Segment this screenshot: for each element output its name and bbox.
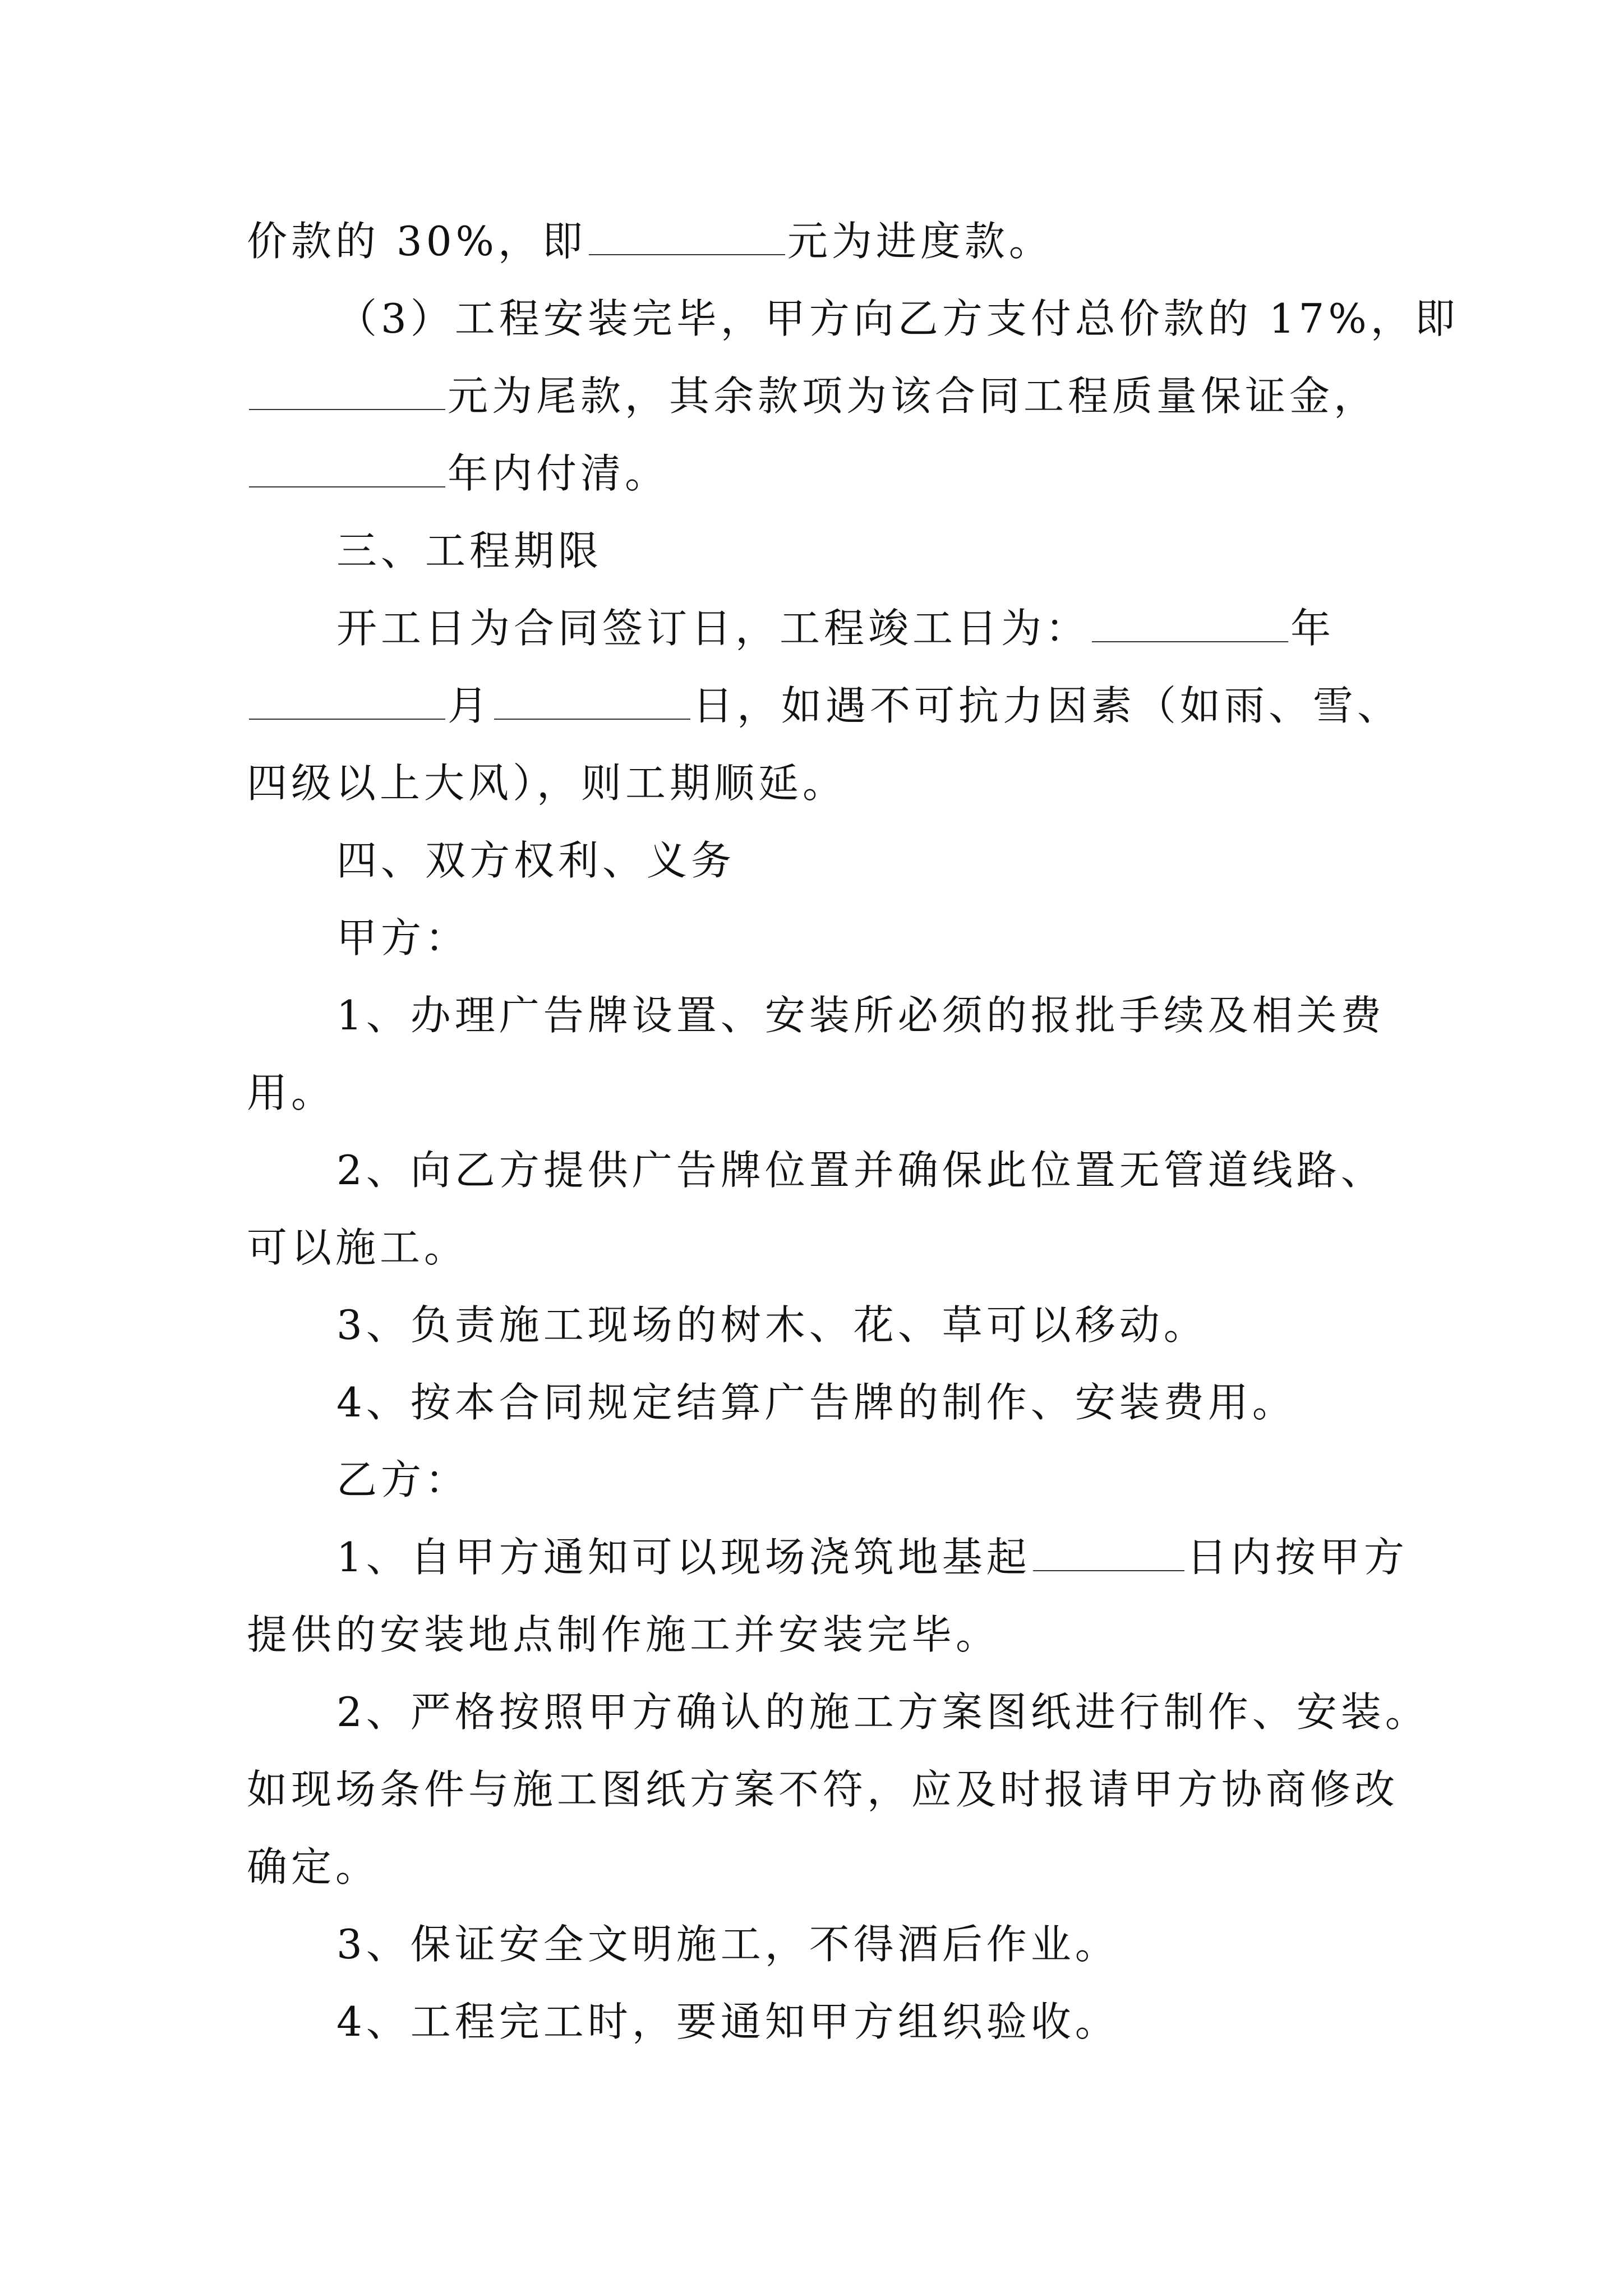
text-segment: （3）工程安装完毕，甲方向乙方支付总价款的 17%，即 <box>336 295 1459 342</box>
paragraph-line <box>247 672 1413 739</box>
text-segment: 提供的安装地点制作施工并安装完毕。 <box>247 1611 1000 1658</box>
fill-in-blank <box>249 375 445 410</box>
paragraph-line <box>336 1911 1503 1978</box>
paragraph-line <box>336 1678 1503 1746</box>
paragraph-line <box>247 1214 1413 1281</box>
text-segment: 四级以上大风），则工期顺延。 <box>247 760 847 807</box>
text-segment: 乙方： <box>336 1456 470 1503</box>
paragraph-line <box>247 440 1413 507</box>
paragraph-line <box>336 595 1503 662</box>
paragraph-line <box>247 1601 1413 1668</box>
fill-in-blank <box>494 685 690 720</box>
paragraph-line <box>336 1524 1503 1591</box>
text-segment: 月 <box>448 682 492 729</box>
paragraph-line <box>247 749 1413 817</box>
text-segment: 日，如遇不可抗力因素（如雨、雪、 <box>693 682 1402 729</box>
paragraph-line <box>247 1059 1413 1126</box>
fill-in-blank <box>589 220 785 255</box>
fill-in-blank <box>1092 608 1288 642</box>
paragraph-line <box>336 1137 1503 1204</box>
text-segment: 2、向乙方提供广告牌位置并确保此位置无管道线路、 <box>336 1147 1385 1194</box>
fill-in-blank <box>1033 1536 1184 1571</box>
paragraph-line <box>336 1291 1503 1359</box>
party-heading <box>336 1446 1503 1513</box>
paragraph-line <box>336 1369 1503 1436</box>
fill-in-blank <box>249 685 445 720</box>
text-segment: 2、严格按照甲方确认的施工方案图纸进行制作、安装。 <box>336 1688 1430 1736</box>
text-segment: 元为尾款，其余款项为该合同工程质量保证金， <box>448 372 1378 420</box>
paragraph-line <box>336 1988 1503 2055</box>
paragraph-line <box>336 982 1503 1049</box>
text-segment: 价款的 30%，即 <box>247 218 587 265</box>
text-segment: 用。 <box>247 1069 336 1116</box>
text-segment: 四、双方权利、义务 <box>336 837 736 884</box>
fill-in-blank <box>249 453 445 487</box>
text-segment: 开工日为合同签订日，工程竣工日为： <box>336 605 1090 652</box>
text-segment: 元为进度款。 <box>787 218 1053 265</box>
section-heading <box>336 517 1503 585</box>
paragraph-line <box>247 362 1413 430</box>
text-segment: 3、负责施工现场的树木、花、草可以移动。 <box>336 1301 1208 1349</box>
text-segment: 日内按甲方 <box>1186 1534 1408 1581</box>
text-segment: 三、工程期限 <box>336 527 603 574</box>
paragraph-line <box>247 208 1413 275</box>
text-segment: 3、保证安全文明施工，不得酒后作业。 <box>336 1921 1119 1968</box>
text-segment: 4、工程完工时，要通知甲方组织验收。 <box>336 1998 1119 2045</box>
party-heading <box>336 904 1503 972</box>
section-heading <box>336 827 1503 894</box>
text-segment: 可以施工。 <box>247 1224 469 1271</box>
text-segment: 甲方： <box>336 914 470 961</box>
text-segment: 如现场条件与施工图纸方案不符，应及时报请甲方协商修改 <box>247 1766 1399 1813</box>
paragraph-line <box>247 1756 1413 1823</box>
text-segment: 年内付清。 <box>448 450 670 497</box>
paragraph-line <box>336 285 1503 352</box>
text-segment: 1、自甲方通知可以现场浇筑地基起 <box>336 1534 1031 1581</box>
text-segment: 年 <box>1290 605 1335 652</box>
text-segment: 4、按本合同规定结算广告牌的制作、安装费用。 <box>336 1379 1297 1426</box>
paragraph-line <box>247 1833 1413 1901</box>
text-segment: 1、办理广告牌设置、安装所必须的报批手续及相关费 <box>336 992 1385 1039</box>
text-segment: 确定。 <box>247 1843 380 1890</box>
